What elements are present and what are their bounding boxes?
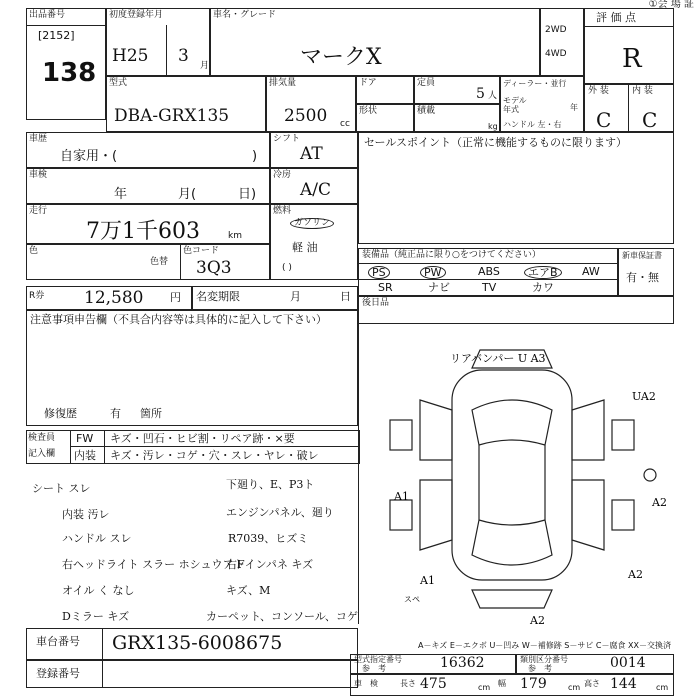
model-year-label: モデル 年式	[503, 96, 527, 114]
remark-left: シート スレ	[32, 482, 91, 495]
warranty-label: 新車保証書	[622, 251, 662, 260]
diagram-mark: リアバンパー U A3	[450, 352, 546, 365]
load-label: 積載	[417, 106, 436, 116]
remark-right: エンジンパネル、廻り	[226, 506, 334, 519]
lot-code: [2152]	[38, 29, 75, 42]
displacement-unit: cc	[340, 119, 350, 129]
type-cert-sub: 参 考	[362, 664, 386, 673]
ext-label: 外 装	[588, 86, 609, 96]
load-unit: kg	[488, 122, 498, 131]
ext-value: C	[596, 108, 612, 132]
aircon-value: A/C	[300, 180, 332, 200]
repair-loc: 箇所	[140, 407, 162, 420]
remark-right: カーペット、コンソール、コゲ	[206, 610, 358, 623]
door-label: ドア	[359, 78, 377, 88]
class-no-sub: 参 考	[528, 664, 552, 673]
score-label: 評 価 点	[596, 11, 636, 24]
sales-point-label: セールスポイント（正常に機能するものに限ります）	[364, 136, 628, 149]
inspection-box	[26, 168, 270, 204]
name-change-day: 日	[340, 290, 351, 303]
model-year-unit: 年	[570, 103, 578, 112]
displacement-value: 2500	[284, 106, 328, 126]
remark-left: 右ヘッドライト スラー ホシュウアト	[62, 558, 245, 571]
equip-ps: PS	[368, 266, 390, 279]
header-top-right: ①会 場 証	[648, 0, 694, 10]
mileage-value: 7万1千603	[86, 219, 200, 244]
int-value: C	[642, 108, 658, 132]
fuel-diesel: 軽 油	[292, 241, 318, 254]
later-doc-box	[358, 296, 674, 324]
name-change-month: 月	[290, 290, 301, 303]
first-reg-month: 3	[178, 46, 189, 66]
reg-no-label: 登録番号	[36, 667, 80, 680]
history-close: )	[252, 149, 258, 164]
class-no-value: 0014	[610, 655, 646, 671]
chassis-value: GRX135-6008675	[112, 632, 283, 654]
size-len-unit: cm	[478, 683, 491, 692]
recycle-label: R券	[29, 291, 45, 301]
aircon-label: 冷房	[273, 170, 292, 180]
diagram-mark: A2	[652, 496, 667, 509]
color-box	[26, 244, 270, 280]
diagram-mark: A2	[530, 614, 545, 627]
remark-left: Dミラー キズ	[62, 610, 130, 623]
equip-abs: ABS	[478, 265, 500, 278]
inspection-year: 年	[114, 187, 128, 202]
lot-label: 出品番号	[29, 10, 66, 20]
first-reg-label: 初度登録年月	[109, 10, 164, 20]
diagram-mark: A2	[628, 568, 643, 581]
drive-2wd: 2WD	[545, 25, 567, 35]
color-code-label: 色コード	[183, 246, 220, 256]
model-value: DBA-GRX135	[114, 106, 230, 126]
diagram-mark: スペ	[404, 595, 420, 604]
shift-label: シフト	[273, 134, 301, 144]
equip-navi: ナビ	[428, 281, 450, 294]
score-value: R	[622, 44, 642, 74]
size-len-label: 長さ	[400, 679, 416, 688]
lot-number: 138	[42, 58, 97, 88]
capacity-value: 5	[476, 86, 485, 102]
inspector-row2: キズ・汚レ・コゲ・穴・スレ・ヤレ・破レ	[110, 449, 319, 462]
int-label: 内 装	[632, 86, 653, 96]
drive-box	[540, 8, 584, 76]
size-wid-label: 幅	[498, 679, 506, 688]
equip-aw: AW	[582, 265, 600, 278]
inspector-label2: 記入欄	[28, 449, 56, 459]
size-hgt: 144	[610, 676, 637, 692]
equip-airbag: エアB	[524, 266, 562, 279]
type-cert-label: 型式指定番号	[354, 655, 402, 664]
fuel-gas: ガソリン	[290, 218, 334, 229]
equip-pw: PW	[420, 266, 446, 279]
mileage-unit: km	[228, 231, 242, 241]
name-grade-label: 車名・グレード	[213, 10, 277, 20]
warranty-value: 有・無	[626, 271, 659, 284]
shift-value: AT	[300, 144, 323, 164]
inspector-row1: キズ・凹石・ヒビ割・リペア跡・×要	[110, 432, 295, 445]
capacity-label: 定員	[417, 78, 436, 88]
equip-sr: SR	[378, 281, 393, 294]
inspection-month: 月(	[178, 187, 197, 202]
remark-right: 右Fインパネ キズ	[226, 558, 314, 571]
repair-value: 有	[110, 407, 121, 420]
fuel-label: 燃料	[273, 206, 292, 216]
inspection-day: 日)	[238, 187, 257, 202]
equip-tv: TV	[482, 281, 497, 294]
recycle-value: 12,580	[84, 288, 144, 308]
notes-label: 注意事項申告欄（不具合内容等は具体的に記入して下さい）	[30, 313, 327, 326]
inspector-label1: 検査員	[28, 433, 56, 443]
drive-4wd: 4WD	[545, 49, 567, 59]
remark-left: 内装 汚レ	[62, 508, 110, 521]
history-label: 車歴	[29, 134, 48, 144]
size-hgt-unit: cm	[656, 683, 669, 692]
diagram-legend: A－キズ E－エクボ U－凹み W－補修跡 S－サビ C－腐食 XX－交換済	[418, 641, 672, 650]
size-hgt-label: 高さ	[584, 679, 600, 688]
inspector-fw: FW	[76, 432, 94, 445]
equip-leather: カワ	[532, 281, 554, 294]
name-change-label: 名変期限	[196, 290, 240, 303]
first-reg-era: H25	[112, 46, 149, 66]
displacement-label: 排気量	[269, 78, 297, 88]
color-label: 色	[29, 246, 39, 256]
diagram-mark: A1	[420, 574, 435, 587]
size-label: 車 検	[354, 679, 378, 688]
remark-right: 下廻り、E、P3ト	[226, 478, 315, 491]
diagram-mark: A1	[394, 490, 409, 503]
model-label: 型式	[109, 78, 128, 88]
remark-left: オイル く なし	[62, 584, 135, 597]
first-reg-month-unit: 月	[200, 61, 210, 71]
color-code: 3Q3	[196, 258, 232, 278]
size-wid-unit: cm	[568, 683, 581, 692]
mileage-label: 走行	[29, 206, 48, 216]
remark-right: R7039、ヒズミ	[228, 532, 309, 545]
handle-label: ハンドル 左・右	[503, 120, 562, 129]
fuel-paren: ( )	[282, 263, 292, 273]
car-diagram	[380, 340, 680, 630]
type-cert-value: 16362	[440, 655, 485, 671]
dealer-label: ディーラー・並行	[503, 79, 567, 88]
size-len: 475	[420, 676, 447, 692]
size-wid: 179	[520, 676, 547, 692]
capacity-unit: 人	[488, 91, 498, 101]
history-value: 自家用・(	[60, 149, 118, 164]
recycle-unit: 円	[170, 291, 181, 304]
inspector-interior: 内装	[74, 449, 96, 462]
remark-left: ハンドル スレ	[62, 532, 132, 545]
name-grade-value: マークX	[300, 45, 382, 70]
shape-label: 形状	[359, 106, 378, 116]
color-trim-label: 色替	[150, 257, 169, 267]
repair-label: 修復歴	[44, 407, 77, 420]
equipment-label: 装備品（純正品に限り○をつけてください）	[362, 250, 541, 260]
later-doc-label: 後日品	[362, 298, 390, 308]
chassis-label: 車台番号	[36, 635, 80, 648]
diagram-mark: UA2	[632, 390, 656, 403]
remark-right: キズ、M	[226, 584, 271, 597]
class-no-label: 類別区分番号	[520, 655, 568, 664]
inspection-label: 車検	[29, 170, 48, 180]
